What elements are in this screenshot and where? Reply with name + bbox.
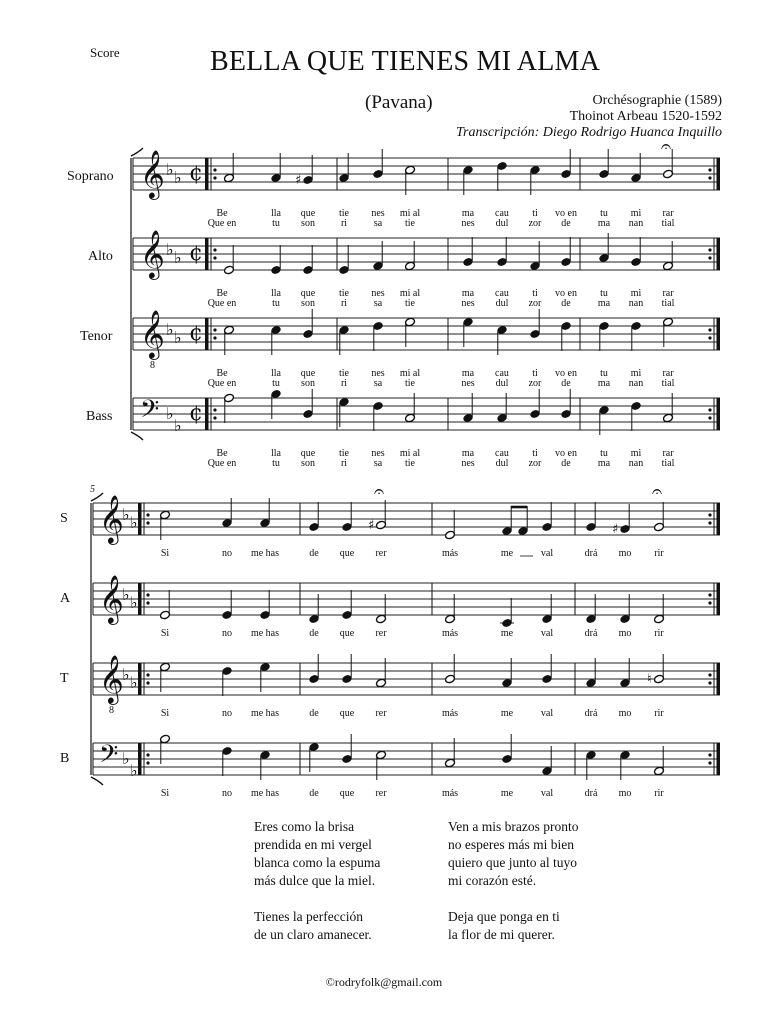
flat-sign: ♭: [130, 593, 138, 612]
lyric-syllable: ti: [532, 288, 538, 299]
flat-sign: ♭: [130, 673, 138, 692]
lyric-syllable: ri: [340, 378, 348, 389]
lyric-syllable: val: [540, 628, 554, 639]
lyric-syllable: nan: [628, 378, 644, 389]
lyric-syllable: vo en: [555, 208, 577, 219]
lyric-syllable: más: [441, 628, 459, 639]
lyric-syllable: nan: [628, 298, 644, 309]
repeat-dot: [708, 513, 711, 516]
cut-time-icon: ¢: [189, 321, 203, 346]
sharp-sign: ♯: [368, 518, 375, 533]
repeat-bar-thick: [717, 398, 721, 430]
lyric-syllable: me has: [250, 548, 280, 559]
lyric-syllable: tie: [405, 378, 415, 389]
lyric-syllable: mi: [630, 288, 642, 299]
verse-line: quiero que junto al tuyo: [448, 855, 577, 870]
octave-8-marker: 8: [109, 705, 114, 716]
repeat-dot: [708, 168, 711, 171]
lyric-syllable: de: [309, 708, 319, 719]
lyric-syllable: Be: [216, 288, 228, 299]
lyric-syllable: me has: [250, 788, 280, 799]
repeat-dot: [213, 168, 216, 171]
repeat-dot: [708, 761, 711, 764]
lyric-syllable: que: [300, 448, 316, 459]
lyric-syllable: nan: [628, 218, 644, 229]
lyric-syllable: de: [561, 458, 571, 469]
lyric-syllable: mo: [618, 708, 632, 719]
flat-sign: ♭: [166, 160, 174, 179]
verse-line: prendida en mi vergel: [254, 837, 372, 852]
lyric-syllable: drá: [584, 628, 598, 639]
verse-line: de un claro amanecer.: [254, 927, 372, 942]
fermata-icon: 𝄐: [652, 481, 663, 502]
treble-clef-icon: 𝄞: [140, 309, 165, 358]
lyric-syllable: no: [222, 788, 232, 799]
repeat-dot: [213, 328, 216, 331]
fermata-icon: 𝄐: [374, 481, 385, 502]
voice-name: T: [60, 671, 69, 686]
repeat-dot: [213, 408, 216, 411]
lyric-syllable: tu: [272, 218, 280, 229]
lyric-syllable: son: [301, 458, 315, 469]
flat-sign: ♭: [166, 320, 174, 339]
repeat-bar-thick: [205, 158, 209, 190]
repeat-bar-thick: [138, 663, 142, 695]
lyric-syllable: dul: [495, 218, 509, 229]
sharp-sign: ♯: [612, 522, 619, 537]
repeat-dot: [213, 176, 216, 179]
lyric-syllable: val: [540, 548, 554, 559]
repeat-dot: [146, 761, 149, 764]
lyric-syllable: de: [561, 378, 571, 389]
repeat-dot: [708, 593, 711, 596]
measure-number: 5: [90, 484, 95, 495]
lyric-syllable: nes: [371, 448, 385, 459]
verses: [0, 818, 768, 958]
lyric-syllable: rir: [654, 628, 664, 639]
lyric-syllable: tu: [600, 368, 608, 379]
lyric-syllable: tie: [405, 218, 415, 229]
lyric-syllable: cau: [495, 368, 509, 379]
lyric-syllable: tie: [405, 298, 415, 309]
lyric-syllable: tial: [661, 218, 675, 229]
voice-name: Tenor: [80, 329, 113, 344]
flat-sign: ♭: [174, 328, 182, 347]
lyric-syllable: nes: [461, 298, 475, 309]
lyric-syllable: rer: [375, 628, 387, 639]
voice-name: B: [60, 751, 70, 766]
lyric-syllable: ri: [340, 298, 348, 309]
lyric-syllable: nes: [461, 378, 475, 389]
lyric-syllable: ma: [597, 218, 611, 229]
cut-time-icon: ¢: [189, 161, 203, 186]
lyric-syllable: drá: [584, 548, 598, 559]
voice-name: Bass: [86, 409, 113, 424]
octave-8-marker: 8: [150, 360, 155, 371]
repeat-dot: [708, 256, 711, 259]
lyric-syllable: Que en: [207, 458, 237, 469]
composer-credit: Thoinot Arbeau 1520-1592: [569, 109, 722, 124]
voice-name: Alto: [88, 249, 113, 264]
lyric-syllable: Si: [160, 788, 170, 799]
lyric-syllable: ma: [461, 288, 475, 299]
lyric-syllable: tu: [272, 458, 280, 469]
verse-line: [254, 890, 380, 908]
repeat-dot: [213, 336, 216, 339]
lyric-syllable: ti: [532, 448, 538, 459]
repeat-bar-thick: [205, 238, 209, 270]
bass-clef-icon: 𝄢: [140, 395, 160, 430]
lyric-syllable: Si: [160, 548, 170, 559]
lyric-syllable: que: [339, 628, 355, 639]
lyric-syllable: Que en: [207, 298, 237, 309]
flat-sign: ♭: [122, 749, 130, 768]
lyric-syllable: tie: [339, 288, 349, 299]
verse-line: la flor de mi querer.: [448, 927, 555, 942]
stanza-left: [254, 818, 380, 944]
repeat-dot: [708, 328, 711, 331]
lyric-syllable: mo: [618, 628, 632, 639]
voice-name: A: [60, 591, 71, 606]
natural-sign: ♮: [647, 672, 652, 687]
lyric-syllable: lla: [271, 208, 281, 219]
lyric-syllable: de: [561, 298, 571, 309]
repeat-bar-thick: [717, 318, 721, 350]
lyric-syllable: dul: [495, 298, 509, 309]
repeat-dot: [708, 521, 711, 524]
lyric-syllable: sa: [373, 458, 383, 469]
repeat-bar-thick: [717, 583, 721, 615]
verse-line: Eres como la brisa: [254, 819, 355, 834]
treble-clef-icon: 𝄞: [99, 494, 124, 543]
lyric-syllable: de: [561, 218, 571, 229]
repeat-bar-thick: [717, 663, 721, 695]
flat-sign: ♭: [174, 168, 182, 187]
lyric-syllable: me has: [250, 628, 280, 639]
flat-sign: ♭: [122, 505, 130, 524]
lyric-syllable: mi: [630, 368, 642, 379]
verse-line: Tienes la perfección: [254, 909, 363, 924]
lyric-syllable: no: [222, 548, 232, 559]
lyric-syllable: Be: [216, 368, 228, 379]
lyric-syllable: Be: [216, 208, 228, 219]
repeat-bar-thick: [717, 158, 721, 190]
page-title: BELLA QUE TIENES MI ALMA: [209, 46, 601, 77]
lyric-syllable: zor: [528, 218, 542, 229]
lyric-syllable: nes: [461, 218, 475, 229]
lyric-syllable: Si: [160, 708, 170, 719]
lyric-syllable: tial: [661, 298, 675, 309]
lyric-syllable: nan: [628, 458, 644, 469]
repeat-dot: [146, 593, 149, 596]
subtitle: (Pavana): [365, 92, 433, 113]
lyric-syllable: me: [500, 548, 514, 559]
repeat-bar-thick: [717, 503, 721, 535]
lyric-syllable: ri: [340, 218, 348, 229]
lyric-syllable: drá: [584, 788, 598, 799]
repeat-dot: [708, 248, 711, 251]
lyric-syllable: ri: [340, 458, 348, 469]
lyric-syllable: ma: [597, 458, 611, 469]
lyric-syllable: tial: [661, 458, 675, 469]
repeat-dot: [146, 681, 149, 684]
lyric-syllable: val: [540, 708, 554, 719]
lyric-syllable: nes: [371, 368, 385, 379]
lyric-syllable: que: [339, 708, 355, 719]
lyric-syllable: rer: [375, 788, 387, 799]
lyric-syllable: drá: [584, 708, 598, 719]
lyric-syllable: ti: [532, 208, 538, 219]
lyric-syllable: de: [309, 548, 319, 559]
lyric-syllable: de: [309, 788, 319, 799]
lyric-syllable: zor: [528, 298, 542, 309]
bracket-bottom-hook: [131, 432, 143, 440]
lyric-syllable: tu: [272, 378, 280, 389]
treble-clef-icon: 𝄞: [99, 574, 124, 623]
lyric-syllable: zor: [528, 458, 542, 469]
lyric-syllable: lla: [271, 448, 281, 459]
lyric-syllable: de: [309, 628, 319, 639]
repeat-dot: [708, 753, 711, 756]
lyric-syllable: son: [301, 378, 315, 389]
repeat-dot: [708, 408, 711, 411]
repeat-bar-thick: [205, 318, 209, 350]
verse-line: Ven a mis brazos pronto: [448, 819, 579, 834]
lyric-syllable: sa: [373, 298, 383, 309]
lyric-syllable: me: [500, 788, 514, 799]
repeat-dot: [708, 601, 711, 604]
lyric-syllable: lla: [271, 368, 281, 379]
repeat-dot: [146, 601, 149, 604]
lyric-syllable: tie: [405, 458, 415, 469]
treble-clef-icon: 𝄞: [140, 149, 165, 198]
lyric-syllable: Si: [160, 628, 170, 639]
lyric-syllable: rar: [662, 288, 674, 299]
lyric-syllable: que: [300, 208, 316, 219]
lyric-syllable: no: [222, 708, 232, 719]
lyric-syllable: rar: [662, 368, 674, 379]
lyric-syllable: sa: [373, 218, 383, 229]
fermata-icon: 𝄐: [661, 136, 672, 157]
lyric-syllable: vo en: [555, 448, 577, 459]
cut-time-icon: ¢: [189, 401, 203, 426]
lyric-syllable: dul: [495, 458, 509, 469]
flat-sign: ♭: [174, 416, 182, 435]
lyric-syllable: tu: [600, 448, 608, 459]
treble-clef-icon: 𝄞: [140, 229, 165, 278]
flat-sign: ♭: [166, 240, 174, 259]
lyric-syllable: vo en: [555, 368, 577, 379]
stanza-right: [448, 818, 578, 944]
lyric-syllable: mi al: [399, 448, 421, 459]
lyric-syllable: Que en: [207, 378, 237, 389]
lyric-syllable: son: [301, 298, 315, 309]
verse-line: [448, 890, 578, 908]
verse-line: no esperes más mi bien: [448, 837, 574, 852]
lyric-syllable: Que en: [207, 218, 237, 229]
lyric-syllable: mo: [618, 548, 632, 559]
repeat-dot: [708, 673, 711, 676]
flat-sign: ♭: [130, 513, 138, 532]
lyric-syllable: mi al: [399, 288, 421, 299]
lyric-syllable: tu: [272, 298, 280, 309]
repeat-dot: [213, 416, 216, 419]
repeat-dot: [708, 416, 711, 419]
lyric-syllable: me: [500, 708, 514, 719]
voice-name: S: [60, 511, 68, 526]
repeat-bar-thick: [138, 503, 142, 535]
lyric-syllable: mi: [630, 448, 642, 459]
lyric-syllable: cau: [495, 208, 509, 219]
verse-line: Deja que ponga en ti: [448, 909, 560, 924]
lyric-syllable: que: [300, 288, 316, 299]
lyric-syllable: nes: [371, 288, 385, 299]
score-label: Score: [90, 45, 120, 60]
footer-email: ©rodryfolk@gmail.com: [325, 975, 443, 989]
lyric-syllable: tial: [661, 378, 675, 389]
lyric-syllable: dul: [495, 378, 509, 389]
lyric-syllable: vo en: [555, 288, 577, 299]
flat-sign: ♭: [122, 585, 130, 604]
lyric-syllable: rar: [662, 448, 674, 459]
lyric-syllable: tie: [339, 368, 349, 379]
lyric-syllable: tu: [600, 288, 608, 299]
lyric-syllable: ma: [597, 298, 611, 309]
lyric-syllable: val: [540, 788, 554, 799]
lyric-syllable: mi al: [399, 208, 421, 219]
lyric-syllable: sa: [373, 378, 383, 389]
lyric-syllable: rir: [654, 548, 664, 559]
flat-sign: ♭: [130, 761, 138, 780]
lyric-syllable: son: [301, 218, 315, 229]
repeat-bar-thick: [138, 583, 142, 615]
lyric-syllable: tie: [339, 208, 349, 219]
repeat-dot: [146, 673, 149, 676]
lyric-syllable: no: [222, 628, 232, 639]
lyric-syllable: zor: [528, 378, 542, 389]
lyric-syllable: más: [441, 708, 459, 719]
lyric-syllable: más: [441, 548, 459, 559]
lyric-syllable: mi al: [399, 368, 421, 379]
source-credit: Orchésographie (1589): [592, 93, 722, 108]
lyric-syllable: que: [339, 788, 355, 799]
lyric-syllable: me: [500, 628, 514, 639]
lyric-syllable: tu: [600, 208, 608, 219]
lyric-syllable: me has: [250, 708, 280, 719]
repeat-dot: [213, 256, 216, 259]
lyric-syllable: ma: [597, 378, 611, 389]
repeat-dot: [146, 753, 149, 756]
verse-line: mi corazón esté.: [448, 873, 537, 888]
treble-clef-icon: 𝄞: [99, 654, 124, 703]
repeat-dot: [708, 681, 711, 684]
lyric-syllable: más: [441, 788, 459, 799]
lyric-syllable: rar: [662, 208, 674, 219]
lyric-syllable: nes: [461, 458, 475, 469]
bracket-bottom-hook: [91, 777, 103, 785]
lyric-syllable: lla: [271, 288, 281, 299]
flat-sign: ♭: [122, 665, 130, 684]
lyric-syllable: rir: [654, 788, 664, 799]
repeat-bar-thick: [205, 398, 209, 430]
lyric-syllable: rir: [654, 708, 664, 719]
repeat-bar-thick: [138, 743, 142, 775]
repeat-dot: [213, 248, 216, 251]
repeat-bar-thick: [717, 238, 721, 270]
lyric-syllable: ma: [461, 208, 475, 219]
repeat-dot: [708, 176, 711, 179]
bass-clef-icon: 𝄢: [99, 740, 119, 775]
transcription-credit: Transcripción: Diego Rodrigo Huanca Inquillo: [456, 125, 722, 140]
lyric-syllable: mo: [618, 788, 632, 799]
verse-line: blanca como la espuma: [254, 855, 381, 870]
lyric-syllable: que: [339, 548, 355, 559]
repeat-dot: [146, 521, 149, 524]
lyric-syllable: nes: [371, 208, 385, 219]
lyric-syllable: tie: [339, 448, 349, 459]
verse-line: más dulce que la miel.: [254, 873, 376, 888]
flat-sign: ♭: [174, 248, 182, 267]
lyric-syllable: ma: [461, 448, 475, 459]
lyric-syllable: ma: [461, 368, 475, 379]
voice-name: Soprano: [67, 169, 114, 184]
lyric-syllable: rer: [375, 548, 387, 559]
lyric-syllable: rer: [375, 708, 387, 719]
repeat-dot: [708, 336, 711, 339]
lyric-syllable: mi: [630, 208, 642, 219]
lyric-syllable: que: [300, 368, 316, 379]
lyric-syllable: ti: [532, 368, 538, 379]
repeat-dot: [146, 513, 149, 516]
sharp-sign: ♯: [295, 173, 302, 188]
flat-sign: ♭: [166, 404, 174, 423]
lyric-syllable: Be: [216, 448, 228, 459]
repeat-bar-thick: [717, 743, 721, 775]
cut-time-icon: ¢: [189, 241, 203, 266]
lyric-syllable: cau: [495, 288, 509, 299]
lyric-syllable: cau: [495, 448, 509, 459]
